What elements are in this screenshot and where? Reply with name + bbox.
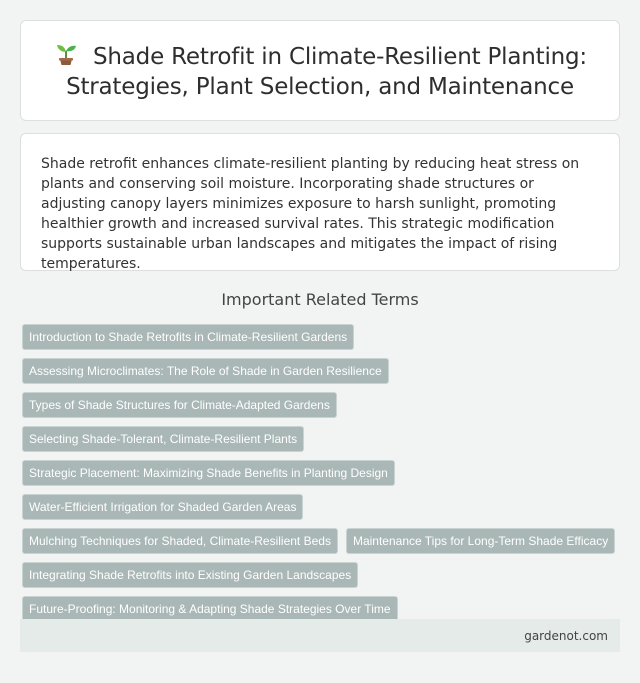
footer — [20, 619, 620, 652]
related-term-tag[interactable]: Strategic Placement: Maximizing Shade Benefits in Planting Design — [22, 460, 395, 486]
summary-text: Shade retrofit enhances climate-resilient planting by reducing heat stress on plants and conserving soil moisture. Incorporating shade structures or adjusting canopy layers minimizes exposure to harsh sunlight, promoting healthier growth and increased survival rates. This strategic modification supports sustainable urban landscapes and mitigates the impact of rising temperatures. — [41, 156, 580, 272]
related-term-tag[interactable]: Future-Proofing: Monitoring & Adapting Shade Strategies Over Time — [22, 596, 398, 622]
page-title — [45, 40, 595, 102]
related-term-tag[interactable]: Assessing Microclimates: The Role of Shade in Garden Resilience — [22, 358, 389, 384]
related-term-tag[interactable]: Water-Efficient Irrigation for Shaded Garden Areas — [22, 494, 303, 520]
related-term-tag[interactable]: Types of Shade Structures for Climate-Adapted Gardens — [22, 392, 337, 418]
related-term-tag[interactable]: Integrating Shade Retrofits into Existing Garden Landscapes — [22, 562, 358, 588]
related-terms-heading: Important Related Terms — [221, 290, 419, 309]
title-card — [20, 20, 620, 121]
summary-card — [20, 133, 620, 271]
footer-site-link[interactable]: gardenot.com — [524, 628, 608, 643]
page-title-text: Shade Retrofit in Climate-Resilient Planting: Strategies, Plant Selection, and Maintenance — [66, 43, 587, 100]
related-term-tag[interactable]: Selecting Shade-Tolerant, Climate-Resilient Plants — [22, 426, 304, 452]
related-terms-list — [22, 324, 622, 622]
related-term-tag[interactable]: Maintenance Tips for Long-Term Shade Efficacy — [346, 528, 615, 554]
related-term-tag[interactable]: Introduction to Shade Retrofits in Climate-Resilient Gardens — [22, 324, 354, 350]
related-term-tag[interactable]: Mulching Techniques for Shaded, Climate-Resilient Beds — [22, 528, 338, 554]
sprout-icon — [53, 40, 79, 66]
